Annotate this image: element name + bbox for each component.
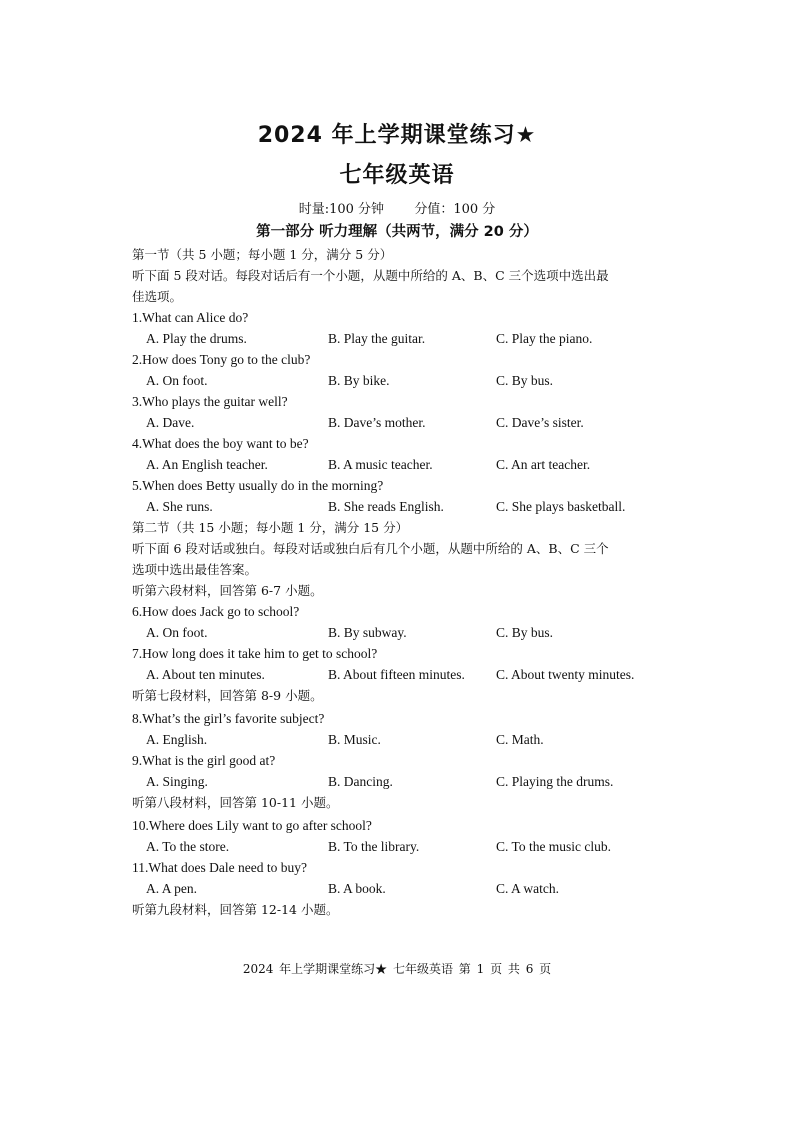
option-c: C. An art teacher.	[496, 457, 591, 472]
option-c: C. Math.	[496, 732, 544, 747]
section2-instructions-line1: 听下面 6 段对话或独白。每段对话或独白后有几个小题，从题中所给的 A、B、C 三个	[132, 541, 609, 556]
question-text: 7.How long does it take him to get to school?	[132, 646, 378, 661]
option-c: C. About twenty minutes.	[496, 667, 635, 682]
question-text: 11.What does Dale need to buy?	[132, 860, 307, 875]
time-limit: 时量:100 分钟	[298, 202, 385, 217]
question-options	[132, 328, 677, 349]
option-c: C. Dave’s sister.	[496, 415, 584, 430]
question-text: 10.Where does Lily want to go after school?	[132, 818, 372, 833]
option-c: C. A watch.	[496, 881, 559, 896]
question-text: 1.What can Alice do?	[132, 310, 249, 325]
material-instruction: 听第九段材料，回答第 12-14 小题。	[132, 902, 339, 917]
option-a: A. On foot.	[146, 373, 208, 388]
exam-title: 2024 年上学期课堂练习★	[257, 123, 537, 148]
exam-meta	[0, 198, 794, 217]
option-b: B. To the library.	[328, 839, 420, 854]
part-title: 第一部分 听力理解（共两节，满分 20 分）	[256, 224, 538, 240]
section1-instructions-line2: 佳选项。	[132, 289, 183, 304]
option-b: B. A music teacher.	[328, 457, 433, 472]
question-options	[132, 454, 677, 475]
question-options	[132, 729, 677, 750]
question-text: 9.What is the girl good at?	[132, 753, 276, 768]
question-options	[132, 412, 677, 433]
option-b: B. A book.	[328, 881, 386, 896]
material-instruction: 听第七段材料，回答第 8-9 小题。	[132, 688, 323, 703]
question-text: 4.What does the boy want to be?	[132, 436, 309, 451]
question-options	[132, 836, 677, 857]
option-b: B. About fifteen minutes.	[328, 667, 465, 682]
option-c: C. By bus.	[496, 625, 554, 640]
section2-instructions-line2: 选项中选出最佳答案。	[132, 562, 258, 577]
option-a: A. Singing.	[146, 774, 208, 789]
question-options	[132, 664, 677, 685]
option-c: C. By bus.	[496, 373, 554, 388]
option-a: A. She runs.	[146, 499, 213, 514]
question-options	[132, 771, 677, 792]
exam-content	[132, 244, 677, 920]
option-a: A. English.	[146, 732, 208, 747]
total-score: 分值：100 分	[414, 202, 496, 217]
question-text: 2.How does Tony go to the club?	[132, 352, 311, 367]
exam-subtitle: 七年级英语	[339, 163, 455, 188]
option-a: A. Play the drums.	[146, 331, 247, 346]
option-c: C. Play the piano.	[496, 331, 593, 346]
option-c: C. To the music club.	[496, 839, 612, 854]
option-b: B. Dancing.	[328, 774, 393, 789]
option-b: B. By subway.	[328, 625, 407, 640]
option-a: A. Dave.	[146, 415, 195, 430]
material-instruction: 听第六段材料，回答第 6-7 小题。	[132, 583, 323, 598]
question-options	[132, 496, 677, 517]
section1-instructions-line1: 听下面 5 段对话。每段对话后有一个小题，从题中所给的 A、B、C 三个选项中选出最	[132, 268, 609, 283]
option-c: C. Playing the drums.	[496, 774, 614, 789]
option-c: C. She plays basketball.	[496, 499, 626, 514]
page-footer: 2024 年上学期课堂练习★ 七年级英语 第 1 页 共 6 页	[242, 962, 552, 976]
question-options	[132, 370, 677, 391]
section1-heading: 第一节（共 5 小题；每小题 1 分，满分 5 分）	[132, 247, 393, 262]
question-text: 3.Who plays the guitar well?	[132, 394, 288, 409]
option-b: B. Music.	[328, 732, 381, 747]
option-a: A. On foot.	[146, 625, 208, 640]
question-text: 8.What’s the girl’s favorite subject?	[132, 711, 325, 726]
option-a: A. To the store.	[146, 839, 230, 854]
option-b: B. She reads English.	[328, 499, 444, 514]
section2-heading: 第二节（共 15 小题；每小题 1 分，满分 15 分）	[132, 520, 409, 535]
option-a: A. A pen.	[146, 881, 198, 896]
option-a: A. An English teacher.	[146, 457, 268, 472]
question-options	[132, 622, 677, 643]
option-a: A. About ten minutes.	[146, 667, 265, 682]
material-instruction: 听第八段材料，回答第 10-11 小题。	[132, 795, 339, 810]
question-text: 6.How does Jack go to school?	[132, 604, 300, 619]
question-text: 5.When does Betty usually do in the morning?	[132, 478, 384, 493]
option-b: B. Dave’s mother.	[328, 415, 426, 430]
option-b: B. By bike.	[328, 373, 390, 388]
question-options	[132, 878, 677, 899]
option-b: B. Play the guitar.	[328, 331, 426, 346]
